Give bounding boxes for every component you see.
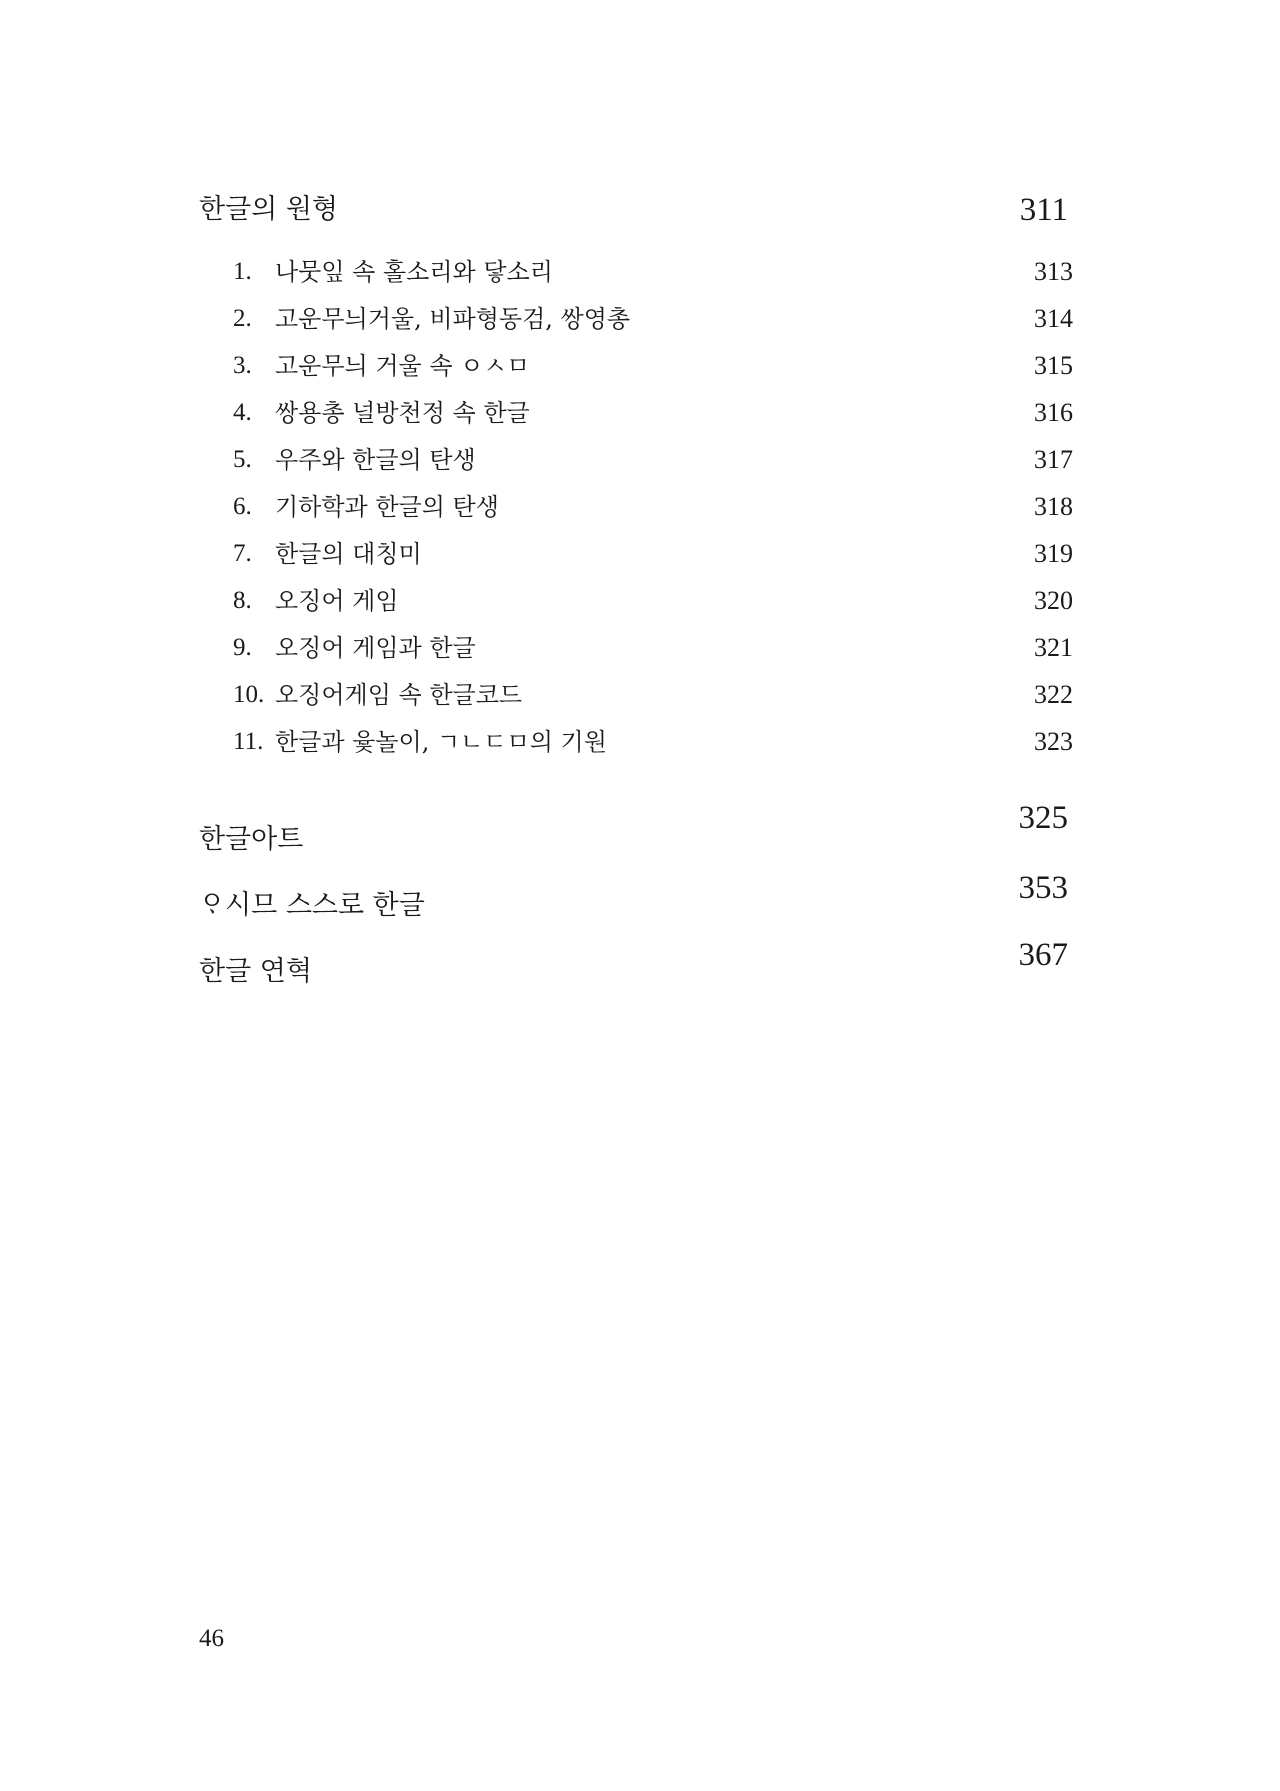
item-label: 우주와 한글의 탄생 [275, 446, 476, 474]
item-page-number: 315 [1034, 351, 1073, 380]
toc-item[interactable] [233, 302, 1073, 336]
section-page-number: 325 [1018, 800, 1068, 836]
item-label: 나뭇잎 속 홀소리와 닿소리 [275, 258, 553, 286]
toc-item[interactable] [233, 584, 1073, 618]
section-title[interactable]: 한글 연혁 [199, 956, 312, 987]
toc-item[interactable] [233, 255, 1073, 289]
section-page-number: 353 [1018, 870, 1068, 906]
item-number: 1. [233, 258, 252, 285]
item-page-number: 320 [1034, 586, 1073, 615]
item-number: 3. [233, 352, 252, 379]
item-number: 5. [233, 446, 252, 473]
item-number: 6. [233, 493, 252, 520]
toc-item[interactable] [233, 490, 1073, 524]
item-page-number: 323 [1034, 727, 1073, 756]
toc-item[interactable] [233, 678, 1073, 712]
item-label: 고운무늬거울, 비파형동검, 쌍영총 [275, 305, 631, 333]
item-page-number: 314 [1034, 304, 1073, 333]
item-label: 오징어게임 속 한글코드 [275, 681, 523, 709]
item-label: 쌍용총 널방천정 속 한글 [275, 399, 530, 427]
item-label: 오징어 게임과 한글 [275, 634, 476, 662]
toc-item[interactable] [233, 396, 1073, 430]
chapter-title: 한글의 원형 [199, 194, 338, 225]
section-page-number: 367 [1018, 937, 1068, 973]
item-page-number: 319 [1034, 539, 1073, 568]
item-number: 4. [233, 399, 252, 426]
item-label: 한글과 윷놀이, ㄱㄴㄷㅁ의 기원 [275, 728, 607, 756]
section-title[interactable]: 한글아트 [199, 824, 304, 855]
item-page-number: 318 [1034, 492, 1073, 521]
item-page-number: 321 [1034, 633, 1073, 662]
chapter-page-number: 311 [1019, 192, 1068, 228]
item-number: 7. [233, 540, 252, 567]
item-number: 11. [233, 728, 264, 755]
item-number: 2. [233, 305, 252, 332]
toc-item[interactable] [233, 349, 1073, 383]
page-number: 46 [199, 1625, 224, 1652]
toc-item[interactable] [233, 537, 1073, 571]
item-number: 10. [233, 681, 265, 708]
item-label: 고운무늬 거울 속 ㅇㅅㅁ [275, 352, 530, 380]
item-label: 오징어 게임 [275, 587, 399, 615]
section-title[interactable]: ᄋᆞ시므 스스로 한글 [199, 890, 425, 921]
toc-item[interactable] [233, 631, 1073, 665]
item-page-number: 322 [1034, 680, 1073, 709]
item-number: 9. [233, 634, 252, 661]
item-page-number: 317 [1034, 445, 1073, 474]
toc-item[interactable] [233, 725, 1073, 759]
item-number: 8. [233, 587, 252, 614]
item-label: 한글의 대칭미 [275, 540, 422, 568]
item-page-number: 316 [1034, 398, 1073, 427]
item-page-number: 313 [1034, 257, 1073, 286]
item-label: 기하학과 한글의 탄생 [275, 493, 499, 521]
toc-item[interactable] [233, 443, 1073, 477]
